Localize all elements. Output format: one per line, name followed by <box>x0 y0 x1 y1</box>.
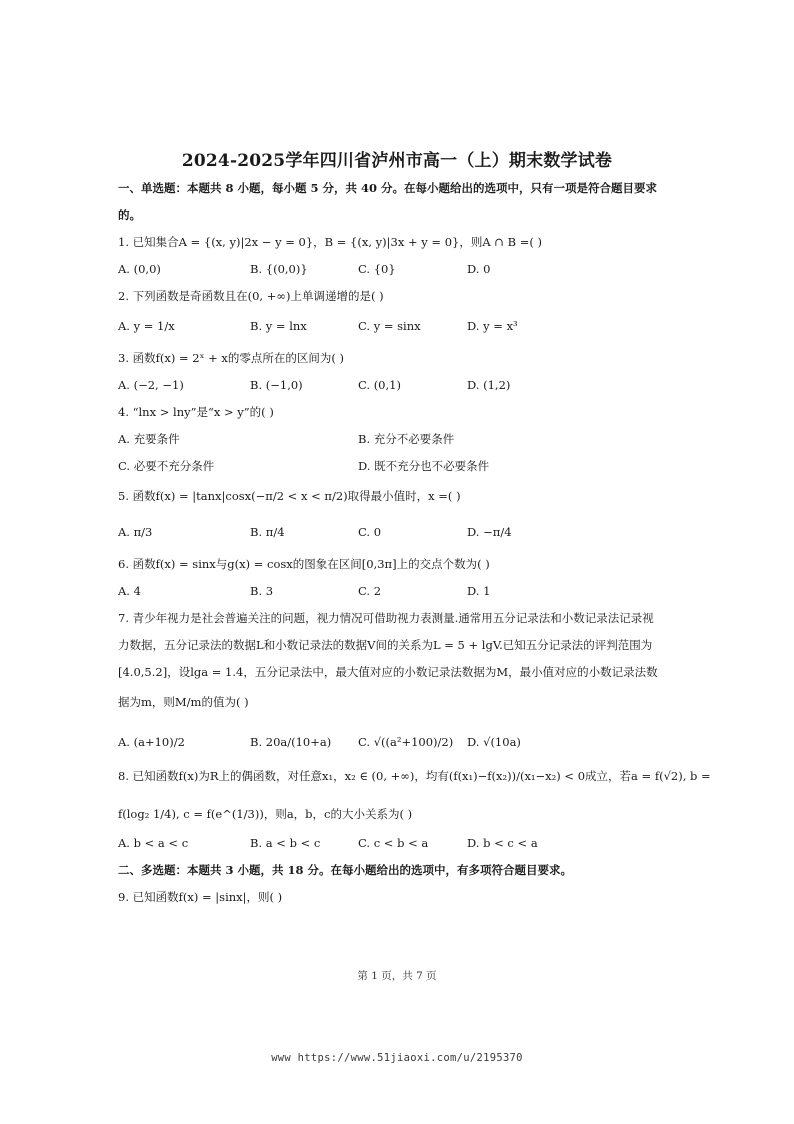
q4-option-b: B. 充分不必要条件 <box>358 432 455 446</box>
q7-stem-line1: 7. 青少年视力是社会普遍关注的问题，视力情况可借助视力表测量.通常用五分记录法和小数记录法记录视 <box>118 611 654 625</box>
q1-option-c: C. {0} <box>358 262 396 276</box>
q4-stem: 4. “lnx > lny”是“x > y”的( ) <box>118 405 274 419</box>
q3-option-a: A. (−2, −1) <box>118 378 184 392</box>
q8-option-a: A. b < a < c <box>118 836 189 850</box>
q6-stem: 6. 函数f(x) = sinx与g(x) = cosx的图象在区间[0,3π]上的交点个数为( ) <box>118 557 490 571</box>
q1-option-a: A. (0,0) <box>118 262 161 276</box>
q4-option-a: A. 充要条件 <box>118 432 180 446</box>
q3-stem: 3. 函数f(x) = 2ˣ + x的零点所在的区间为( ) <box>118 351 345 365</box>
q8-option-d: D. b < c < a <box>467 836 538 850</box>
section1-heading: 一、单选题：本题共 8 小题，每小题 5 分，共 40 分。在每小题给出的选项中，只有一项是符合题目要求 <box>118 181 658 195</box>
q7-stem-line4: 据为m，则M/m的值为( ) <box>118 695 249 709</box>
q2-stem: 2. 下列函数是奇函数且在(0, +∞)上单调递增的是( ) <box>118 289 384 303</box>
q8-option-c: C. c < b < a <box>358 836 429 850</box>
exam-title: 2024-2025学年四川省泸州市高一（上）期末数学试卷 <box>181 151 613 171</box>
q5-stem: 5. 函数f(x) = |tanx|cosx(−π/2 < x < π/2)取得最小值时，x =( ) <box>118 489 461 503</box>
q9-stem: 9. 已知函数f(x) = |sinx|，则( ) <box>118 890 283 904</box>
q5-option-b: B. π/4 <box>250 525 285 539</box>
watermark-url: www https://www.51jiaoxi.com/u/2195370 <box>271 1052 523 1064</box>
q1-stem: 1. 已知集合A = {(x, y)|2x − y = 0}，B = {(x, y)|3x + y = 0}，则A ∩ B =( ) <box>118 235 542 249</box>
q8-option-b: B. a < b < c <box>250 836 321 850</box>
q7-option-b: B. 20a/(10+a) <box>250 735 332 749</box>
section1-heading-cont: 的。 <box>118 208 141 222</box>
q7-option-c: C. √((a²+100)/2) <box>358 735 454 749</box>
q5-option-d: D. −π/4 <box>467 525 512 539</box>
q1-option-b: B. {(0,0)} <box>250 262 308 276</box>
q4-option-c: C. 必要不充分条件 <box>118 459 215 473</box>
q6-option-d: D. 1 <box>467 584 491 598</box>
page-footer: 第 1 页，共 7 页 <box>357 970 437 982</box>
q2-option-c: C. y = sinx <box>358 319 421 333</box>
q4-option-d: D. 既不充分也不必要条件 <box>358 459 490 473</box>
q7-option-d: D. √(10a) <box>467 735 521 749</box>
q7-option-a: A. (a+10)/2 <box>118 735 185 749</box>
q5-option-a: A. π/3 <box>118 525 153 539</box>
q6-option-a: A. 4 <box>118 584 141 598</box>
q2-option-d: D. y = x³ <box>467 319 518 333</box>
q7-stem-line2: 力数据，五分记录法的数据L和小数记录法的数据V间的关系为L = 5 + lgV.已知五分记录法的评判范围为 <box>118 638 653 652</box>
q2-option-a: A. y = 1/x <box>118 319 175 333</box>
q1-option-d: D. 0 <box>467 262 491 276</box>
q3-option-b: B. (−1,0) <box>250 378 303 392</box>
q2-option-b: B. y = lnx <box>250 319 307 333</box>
q7-stem-line3: [4.0,5.2]，设lga = 1.4，五分记录法中，最大值对应的小数记录法数据为M，最小值对应的小数记录法数 <box>118 665 658 679</box>
q3-option-c: C. (0,1) <box>358 378 401 392</box>
q8-stem-line1: 8. 已知函数f(x)为R上的偶函数，对任意x₁，x₂ ∈ (0, +∞)，均有(f(x₁)−f(x₂))/(x₁−x₂) < 0成立，若a = f(√2), b = <box>118 769 711 783</box>
q8-stem-line2: f(log₂ 1/4), c = f(e^(1/3))，则a，b，c的大小关系为( ) <box>118 807 413 821</box>
q5-option-c: C. 0 <box>358 525 382 539</box>
q6-option-b: B. 3 <box>250 584 274 598</box>
q3-option-d: D. (1,2) <box>467 378 511 392</box>
q6-option-c: C. 2 <box>358 584 382 598</box>
section2-heading: 二、多选题：本题共 3 小题，共 18 分。在每小题给出的选项中，有多项符合题目要求。 <box>118 863 573 877</box>
